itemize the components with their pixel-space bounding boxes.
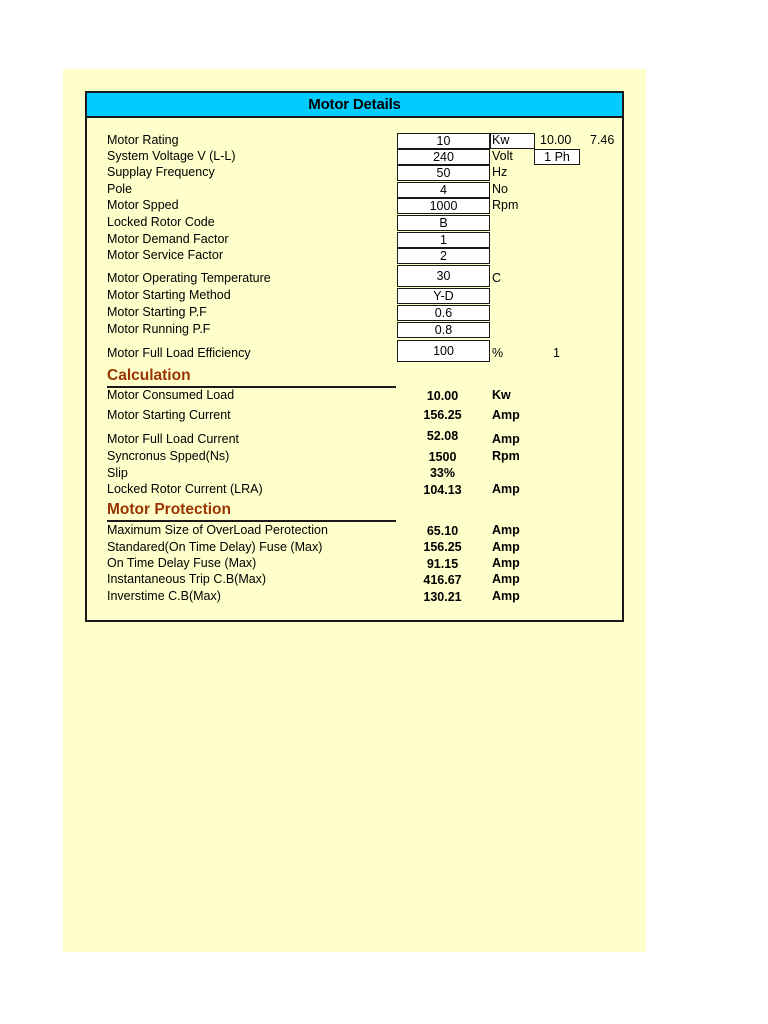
calculation-heading: Calculation: [107, 367, 191, 384]
protection-value: 416.67: [423, 573, 462, 587]
operating-temperature-input[interactable]: 30: [397, 265, 490, 287]
pole-input[interactable]: 4: [397, 182, 490, 198]
calc-unit: Amp: [492, 408, 520, 422]
demand-factor-input[interactable]: 1: [397, 232, 490, 248]
motor-protection-heading: Motor Protection: [107, 501, 231, 518]
calc-value: 10.00: [426, 389, 459, 403]
calc-unit: Kw: [492, 388, 511, 402]
section-divider: [107, 520, 396, 522]
protection-unit: Amp: [492, 540, 520, 554]
input-unit: Rpm: [492, 198, 519, 212]
calc-value: 52.08: [426, 429, 459, 443]
input-label: Pole: [107, 182, 133, 196]
starting-method-input[interactable]: Y-D: [397, 288, 490, 304]
protection-label: Inverstime C.B(Max): [107, 589, 221, 603]
protection-label: Standared(On Time Delay) Fuse (Max): [107, 540, 323, 554]
service-factor-input[interactable]: 2: [397, 248, 490, 264]
calc-label: Motor Full Load Current: [107, 432, 240, 446]
protection-value: 156.25: [423, 540, 462, 554]
input-label: Locked Rotor Code: [107, 215, 215, 229]
starting-pf-input[interactable]: 0.6: [397, 305, 490, 321]
frequency-input[interactable]: 50: [397, 165, 490, 181]
input-label: Supplay Frequency: [107, 165, 215, 179]
input-unit: %: [492, 346, 504, 360]
protection-unit: Amp: [492, 572, 520, 586]
page-title: Motor Details: [85, 91, 624, 118]
input-unit: Kw: [492, 133, 510, 147]
calc-label: Locked Rotor Current (LRA): [107, 482, 263, 496]
protection-value: 91.15: [426, 557, 459, 571]
phase-cell[interactable]: 1 Ph: [534, 149, 580, 165]
input-label: Motor Rating: [107, 133, 179, 147]
input-label: Motor Service Factor: [107, 248, 224, 262]
calc-label: Motor Consumed Load: [107, 388, 235, 402]
efficiency-input[interactable]: 100: [397, 340, 490, 362]
input-label: Motor Demand Factor: [107, 232, 229, 246]
input-label: Motor Starting Method: [107, 288, 231, 302]
input-label: System Voltage V (L-L): [107, 149, 236, 163]
calc-label: Slip: [107, 466, 128, 480]
calc-unit: Rpm: [492, 449, 520, 463]
hp-value: 7.46: [590, 133, 615, 147]
calc-value: 1500: [428, 450, 457, 464]
calc-value: 33%: [429, 466, 456, 480]
protection-unit: Amp: [492, 556, 520, 570]
input-unit: No: [492, 182, 508, 196]
input-label: Motor Operating Temperature: [107, 271, 271, 285]
protection-unit: Amp: [492, 523, 520, 537]
kw-value: 10.00: [540, 133, 572, 147]
system-voltage-input[interactable]: 240: [397, 149, 490, 165]
input-unit: Hz: [492, 165, 508, 179]
protection-label: On Time Delay Fuse (Max): [107, 556, 257, 570]
calc-unit: Amp: [492, 432, 520, 446]
protection-label: Maximum Size of OverLoad Perotection: [107, 523, 328, 537]
efficiency-ratio: 1: [553, 346, 560, 360]
input-unit: C: [492, 271, 502, 285]
calc-unit: Amp: [492, 482, 520, 496]
motor-speed-input[interactable]: 1000: [397, 198, 490, 214]
input-label: Motor Starting P.F: [107, 305, 207, 319]
calc-value: 104.13: [423, 483, 462, 497]
input-unit: Volt: [492, 149, 513, 163]
running-pf-input[interactable]: 0.8: [397, 322, 490, 338]
protection-label: Instantaneous Trip C.B(Max): [107, 572, 267, 586]
input-label: Motor Spped: [107, 198, 179, 212]
input-label: Motor Running P.F: [107, 322, 211, 336]
protection-unit: Amp: [492, 589, 520, 603]
protection-value: 65.10: [426, 524, 459, 538]
protection-value: 130.21: [423, 590, 462, 604]
calc-label: Motor Starting Current: [107, 408, 231, 422]
motor-rating-input[interactable]: 10: [397, 133, 490, 149]
locked-rotor-code-input[interactable]: B: [397, 215, 490, 231]
calc-label: Syncronus Spped(Ns): [107, 449, 230, 463]
calc-value: 156.25: [423, 408, 462, 422]
input-label: Motor Full Load Efficiency: [107, 346, 251, 360]
